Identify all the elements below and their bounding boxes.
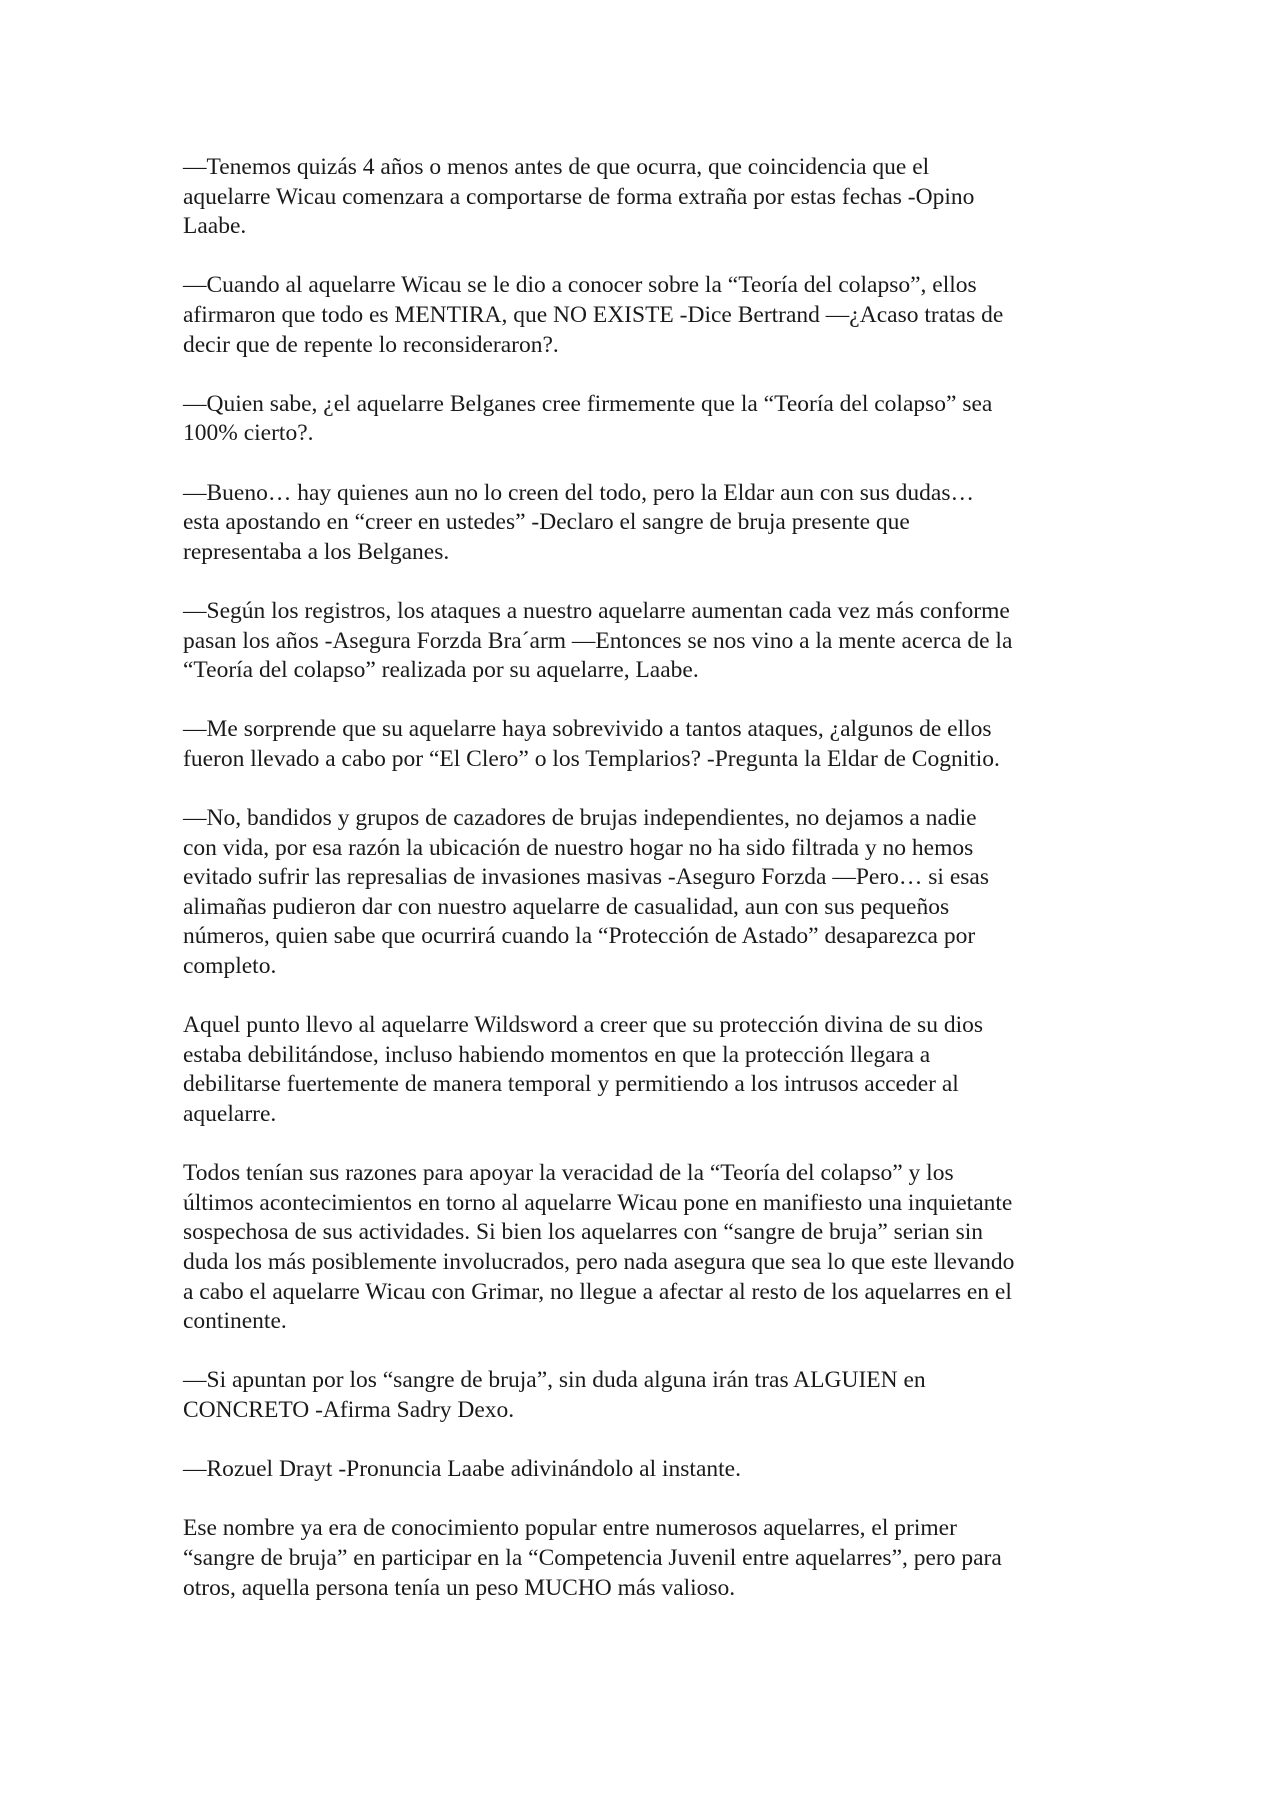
text-line: pasan los años -Asegura Forzda Bra´arm —Entonces se nos vino a la mente acerca de la bbox=[183, 627, 1013, 654]
paragraph bbox=[183, 271, 1103, 360]
paragraph bbox=[183, 390, 1103, 449]
text-line: estaba debilitándose, incluso habiendo momentos en que la protección llegara a bbox=[183, 1041, 931, 1068]
text-line: —Según los registros, los ataques a nuestro aquelarre aumentan cada vez más conforme bbox=[183, 597, 1010, 624]
text-line: continente. bbox=[183, 1308, 287, 1335]
paragraph bbox=[183, 1514, 1103, 1603]
paragraph bbox=[183, 1366, 1103, 1425]
text-line: últimos acontecimientos en torno al aquelarre Wicau pone en manifiesto una inquietante bbox=[183, 1189, 1013, 1216]
text-line: sospechosa de sus actividades. Si bien los aquelarres con “sangre de bruja” serian sin bbox=[183, 1219, 984, 1246]
text-line: Laabe. bbox=[183, 213, 247, 240]
text-line: —Cuando al aquelarre Wicau se le dio a conocer sobre la “Teoría del colapso”, ellos bbox=[183, 272, 977, 299]
text-line: —Quien sabe, ¿el aquelarre Belganes cree firmemente que la “Teoría del colapso” sea bbox=[183, 390, 993, 417]
text-line: —No, bandidos y grupos de cazadores de brujas independientes, no dejamos a nadie bbox=[183, 805, 977, 832]
text-line: números, quien sabe que ocurrirá cuando la “Protección de Astado” desaparezca por bbox=[183, 923, 976, 950]
text-line: —Bueno… hay quienes aun no lo creen del todo, pero la Eldar aun con sus dudas… bbox=[183, 479, 974, 506]
text-line: debilitarse fuertemente de manera temporal y permitiendo a los intrusos acceder al bbox=[183, 1071, 959, 1098]
text-line: representaba a los Belganes. bbox=[183, 538, 450, 565]
text-line: aquelarre. bbox=[183, 1101, 277, 1127]
paragraph bbox=[183, 153, 1103, 242]
text-line: duda los más posiblemente involucrados, pero nada asegura que sea lo que este llevando bbox=[183, 1248, 1015, 1275]
text-line: Aquel punto llevo al aquelarre Wildsword a creer que su protección divina de su dios bbox=[183, 1012, 983, 1039]
text-line: “sangre de bruja” en participar en la “Competencia Juvenil entre aquelarres”, pero para bbox=[183, 1544, 1002, 1571]
text-line: evitado sufrir las represalias de invasiones masivas -Aseguro Forzda —Pero… si esas bbox=[183, 864, 989, 891]
text-line: fueron llevado a cabo por “El Clero” o los Templarios? -Pregunta la Eldar de Cognitio. bbox=[183, 745, 1000, 772]
paragraph bbox=[183, 804, 1103, 982]
paragraph bbox=[183, 597, 1103, 686]
text-line: CONCRETO -Afirma Sadry Dexo. bbox=[183, 1396, 515, 1423]
text-line: —Rozuel Drayt -Pronuncia Laabe adivinándolo al instante. bbox=[183, 1456, 741, 1483]
text-line: aquelarre Wicau comenzara a comportarse de forma extraña por estas fechas -Opino bbox=[183, 183, 975, 210]
text-line: —Tenemos quizás 4 años o menos antes de que ocurra, que coincidencia que el bbox=[183, 154, 930, 180]
text-line: Ese nombre ya era de conocimiento popular entre numerosos aquelarres, el primer bbox=[183, 1515, 957, 1542]
text-line: con vida, por esa razón la ubicación de nuestro hogar no ha sido filtrada y no hemos bbox=[183, 834, 974, 861]
text-line: 100% cierto?. bbox=[183, 420, 314, 447]
paragraph bbox=[183, 715, 1103, 774]
text-line: completo. bbox=[183, 953, 277, 980]
text-line: alimañas pudieron dar con nuestro aquelarre de casualidad, aun con sus pequeños bbox=[183, 893, 950, 920]
text-line: otros, aquella persona tenía un peso MUCHO más valioso. bbox=[183, 1574, 736, 1601]
text-line: —Me sorprende que su aquelarre haya sobrevivido a tantos ataques, ¿algunos de ellos bbox=[183, 716, 992, 743]
text-line: —Si apuntan por los “sangre de bruja”, sin duda alguna irán tras ALGUIEN en bbox=[183, 1367, 926, 1394]
text-line: afirmaron que todo es MENTIRA, que NO EXISTE -Dice Bertrand —¿Acaso tratas de bbox=[183, 301, 1004, 328]
text-line: a cabo el aquelarre Wicau con Grimar, no llegue a afectar al resto de los aquelarres en el bbox=[183, 1278, 1012, 1305]
text-line: Todos tenían sus razones para apoyar la veracidad de la “Teoría del colapso” y los bbox=[183, 1160, 954, 1187]
paragraph bbox=[183, 1455, 1103, 1485]
text-line: decir que de repente lo reconsideraron?. bbox=[183, 331, 559, 358]
paragraph bbox=[183, 479, 1103, 568]
paragraph bbox=[183, 1011, 1103, 1129]
document-body bbox=[183, 153, 1103, 1633]
text-line: “Teoría del colapso” realizada por su aquelarre, Laabe. bbox=[183, 657, 699, 684]
paragraph bbox=[183, 1159, 1103, 1337]
text-line: esta apostando en “creer en ustedes” -Declaro el sangre de bruja presente que bbox=[183, 509, 910, 536]
